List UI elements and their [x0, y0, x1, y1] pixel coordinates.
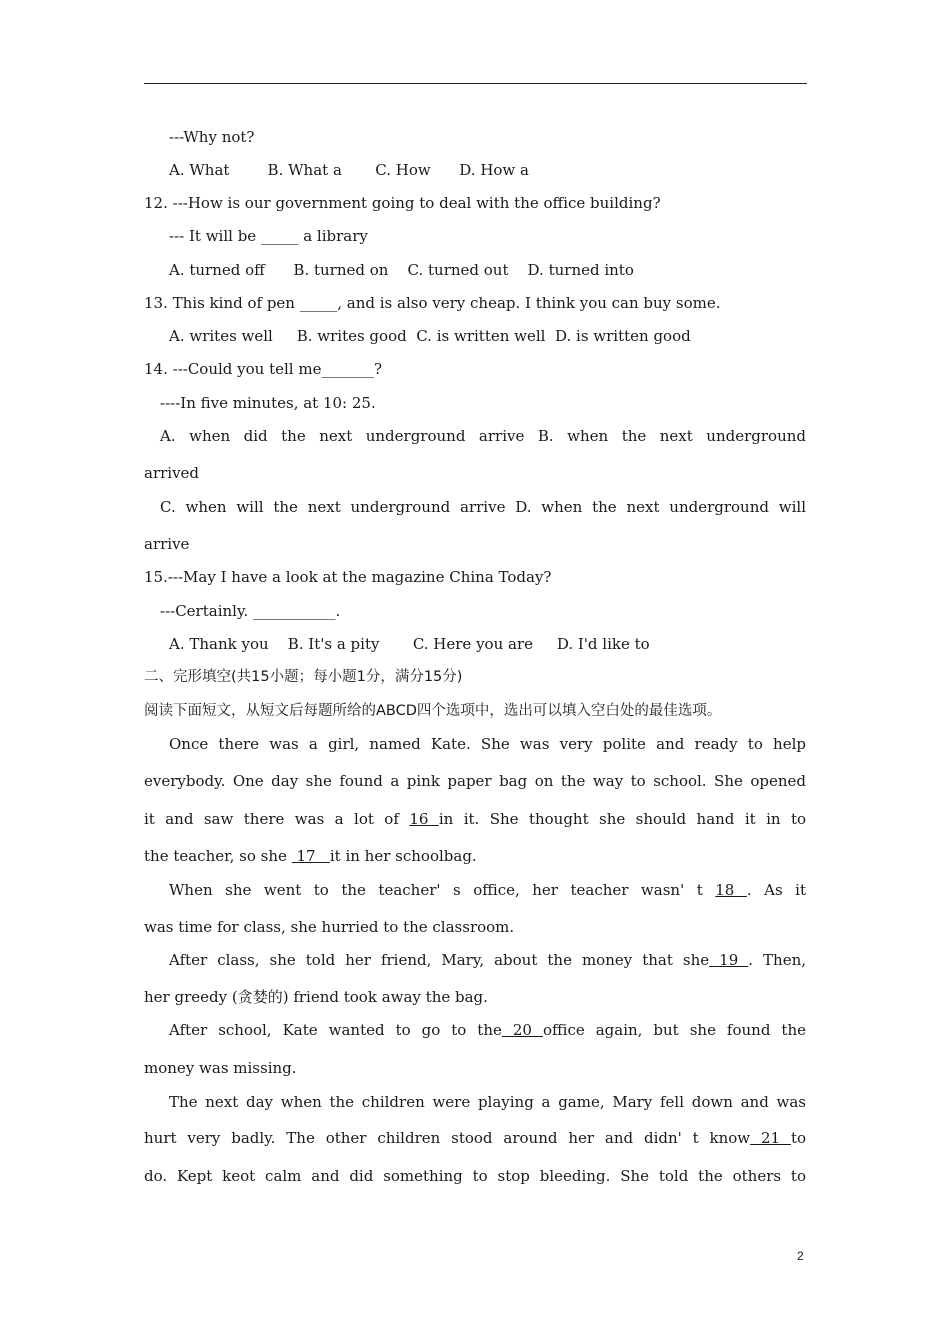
section2-instructions: 阅读下面短文，从短文后每题所给的ABCD四个选项中，选出可以填入空白处的最佳选项。 — [144, 703, 722, 719]
q13-stem: 13. This kind of pen _____, and is also very cheap. I think you can buy some. — [144, 294, 721, 312]
passage-p1-line3: it and saw there was a lot of 16 in it. She thought she should hand it in to — [144, 810, 806, 828]
header-rule — [144, 83, 807, 84]
q12-stem: 12. ---How is our government going to deal with the office building? — [144, 194, 661, 212]
passage-p4-line1: After school, Kate wanted to go to the 20 office again, but she found the — [169, 1021, 806, 1039]
q14-options-ab-cont: arrived — [144, 464, 200, 482]
q12-options: A. turned off B. turned on C. turned out D. turned into — [169, 261, 634, 279]
page-number: 2 — [797, 1249, 804, 1263]
q11-options: A. What B. What a C. How D. How a — [169, 161, 529, 179]
q12-reply: --- It will be _____ a library — [169, 227, 368, 245]
q14-reply: ----In five minutes, at 10: 25. — [160, 394, 376, 412]
passage-p3-line1: After class, she told her friend, Mary, about the money that she 19 . Then, — [169, 951, 806, 969]
passage-p1-line4: the teacher, so she 17 it in her schoolbag. — [144, 847, 477, 865]
passage-p1-line2: everybody. One day she found a pink paper bag on the way to school. She opened — [144, 772, 806, 790]
passage-p2-line2: was time for class, she hurried to the classroom. — [144, 918, 515, 936]
passage-p5-line2: hurt very badly. The other children stood around her and didn' t know 21 to — [144, 1129, 806, 1147]
q14-options-cd: C. when will the next underground arrive D. when the next underground will — [160, 498, 806, 516]
passage-p1-line1: Once there was a girl, named Kate. She was very polite and ready to help — [169, 735, 806, 753]
blank-17: 17 — [291, 847, 330, 865]
q15-reply: ---Certainly. ___________. — [160, 602, 341, 620]
passage-p2-line1: When she went to the teacher' s office, her teacher wasn' t 18 . As it — [169, 881, 806, 899]
q13-options: A. writes well B. writes good C. is written well D. is written good — [169, 327, 691, 345]
passage-p4-line2: money was missing. — [144, 1059, 297, 1077]
section2-title: 二、完形填空(共15小题；每小题1分，满分15分) — [144, 669, 463, 685]
passage-p3-line2: her greedy (贪婪的) friend took away the bag. — [144, 988, 488, 1006]
blank-16: 16 — [409, 810, 439, 828]
blank-19: 19 — [709, 951, 749, 969]
blank-20: 20 — [501, 1021, 543, 1039]
blank-18: 18 — [715, 881, 747, 899]
passage-p5-line3: do. Kept keot calm and did something to stop bleeding. She told the others to — [144, 1167, 806, 1185]
q14-options-ab: A. when did the next underground arrive B. when the next underground — [160, 427, 806, 445]
passage-p5-line1: The next day when the children were playing a game, Mary fell down and was — [169, 1093, 806, 1111]
q15-options: A. Thank you B. It's a pity C. Here you are D. I'd like to — [169, 635, 650, 653]
q15-stem: 15.---May I have a look at the magazine China Today? — [144, 568, 552, 586]
q14-stem: 14. ---Could you tell me_______? — [144, 360, 383, 378]
q14-options-cd-cont: arrive — [144, 535, 190, 553]
blank-21: 21 — [750, 1129, 791, 1147]
q11-answer: ---Why not? — [169, 128, 255, 146]
